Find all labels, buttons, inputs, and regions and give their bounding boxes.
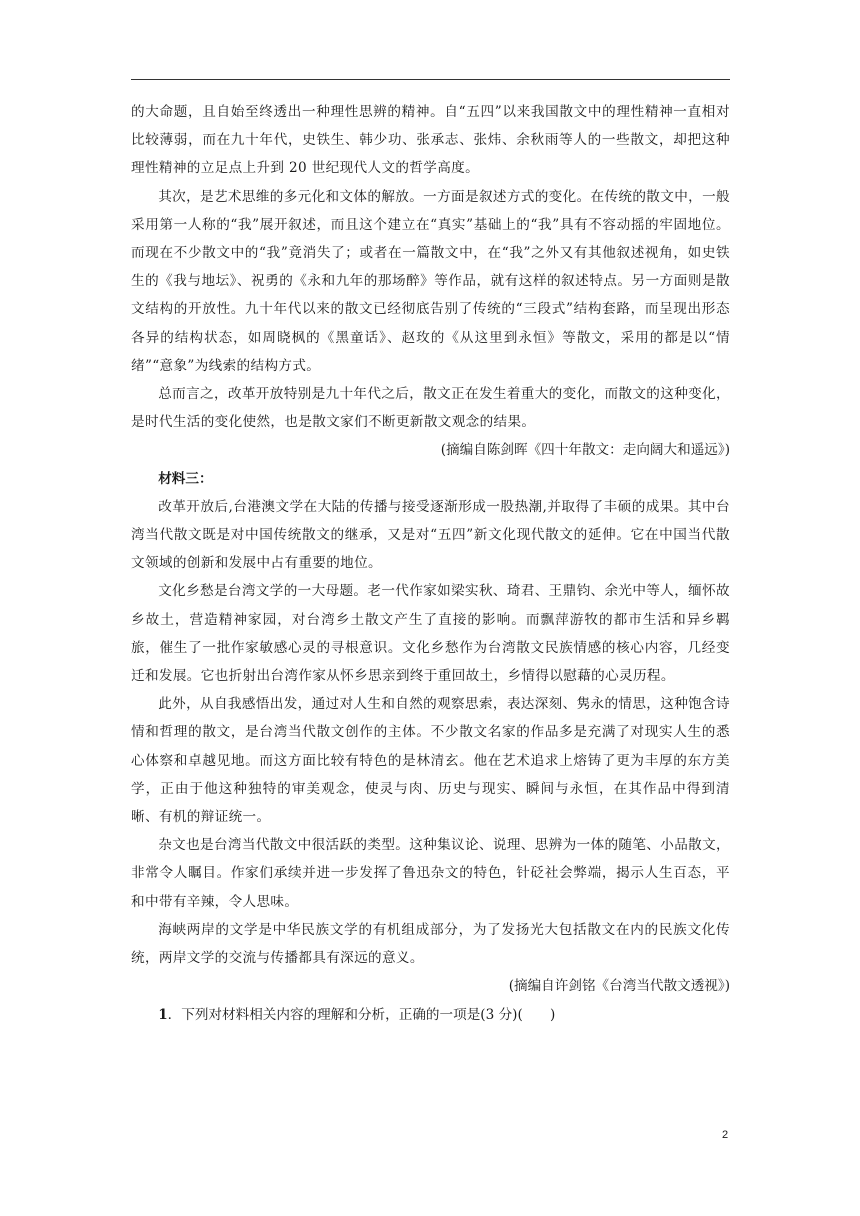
paragraph-b-1: 改革开放后,台港澳文学在大陆的传播与接受逐渐形成一股热潮,并取得了丰硕的成果。其中台湾当代散文既是对中国传统散文的继承，又是对“五四”新文化现代散文的延伸。它在中国当代散文领域的创新和发展中占有重要的地位。 (131, 498, 730, 572)
paragraph-a-3: 总而言之，改革开放特别是九十年代之后，散文正在发生着重大的变化，而散文的这种变化，是时代生活的变化使然，也是散文家们不断更新散文观念的结果。 (131, 386, 730, 431)
material-three-heading: 材料三： (158, 470, 213, 487)
paragraph-a-2: 其次，是艺术思维的多元化和文体的解放。一方面是叙述方式的变化。在传统的散文中，一般采用第一人称的“我”展开叙述，而且这个建立在“真实”基础上的“我”具有不容动摇的牢固地位。而现在不少散文中的“我”竟消失了；或者在一篇散文中，在“我”之外又有其他叙述视角，如史铁生的《我与地坛》、祝勇的《永和九年的那场醉》等作品，就有这样的叙述特点。另一方面则是散文结构的开放性。九十年代以来的散文已经彻底告别了传统的“三段式”结构套路，而呈现出形态各异的结构状态，如周晓枫的《黑童话》、赵玫的《从这里到永恒》等散文，采用的都是以“情绪”“意象”为线索的结构方式。 (131, 188, 730, 374)
paragraph-b-2: 文化乡愁是台湾文学的一大母题。老一代作家如梁实秋、琦君、王鼎钧、余光中等人，缅怀故乡故土，营造精神家园，对台湾乡土散文产生了直接的影响。而飘萍游牧的都市生活和异乡羁旅，催生了一批作家敏感心灵的寻根意识。文化乡愁作为台湾散文民族情感的核心内容，几经变迁和发展。它也折射出台湾作家从怀乡思亲到终于重回故土，乡情得以慰藉的心灵历程。 (131, 583, 730, 685)
page-body (131, 98, 730, 1029)
paragraph-b-5: 海峡两岸的文学是中华民族文学的有机组成部分，为了发扬光大包括散文在内的民族文化传统，两岸文学的交流与传播都具有深远的意义。 (131, 921, 730, 967)
paragraph-b-3: 此外，从自我感悟出发，通过对人生和自然的观察思索，表达深刻、隽永的情思，这种饱含诗情和哲理的散文，是台湾当代散文创作的主体。不少散文名家的作品多是充满了对现实人生的悉心体察和卓越见地。而这方面比较有特色的是林清玄。他在艺术追求上熔铸了更为丰厚的东方美学，正由于他这种独特的审美观念，使灵与肉、历史与现实、瞬间与永恒，在其作品中得到清晰、有机的辩证统一。 (131, 696, 730, 826)
paragraph-b-4: 杂文也是台湾当代散文中很活跃的类型。这种集议论、说理、思辨为一体的随笔、小品散文，非常令人瞩目。作家们承续并进一步发挥了鲁迅杂文的特色，针砭社会弊端，揭示人生百态，平和中带有辛辣，令人思味。 (131, 837, 730, 910)
source-citation-b: (摘编自许剑铭《台湾当代散文透视》) (508, 978, 730, 995)
paragraph-a-1: 的大命题，且自始至终透出一种理性思辨的精神。自“五四”以来我国散文中的理性精神一直相对比较薄弱，而在九十年代，史铁生、韩少功、张承志、张炜、余秋雨等人的一些散文，却把这种理性精神的立足点上升到 20 世纪现代人文的哲学高度。 (131, 104, 730, 177)
question-number: 1 (158, 1006, 168, 1023)
header-rule (131, 79, 730, 80)
source-citation-a: (摘编自陈剑晖《四十年散文：走向阔大和遥远》) (440, 442, 730, 459)
page-number: 2 (722, 1129, 729, 1141)
question-1 (131, 1001, 730, 1029)
question-text: ．下列对材料相关内容的理解和分析，正确的一项是(3 分)( ) (167, 1006, 556, 1023)
